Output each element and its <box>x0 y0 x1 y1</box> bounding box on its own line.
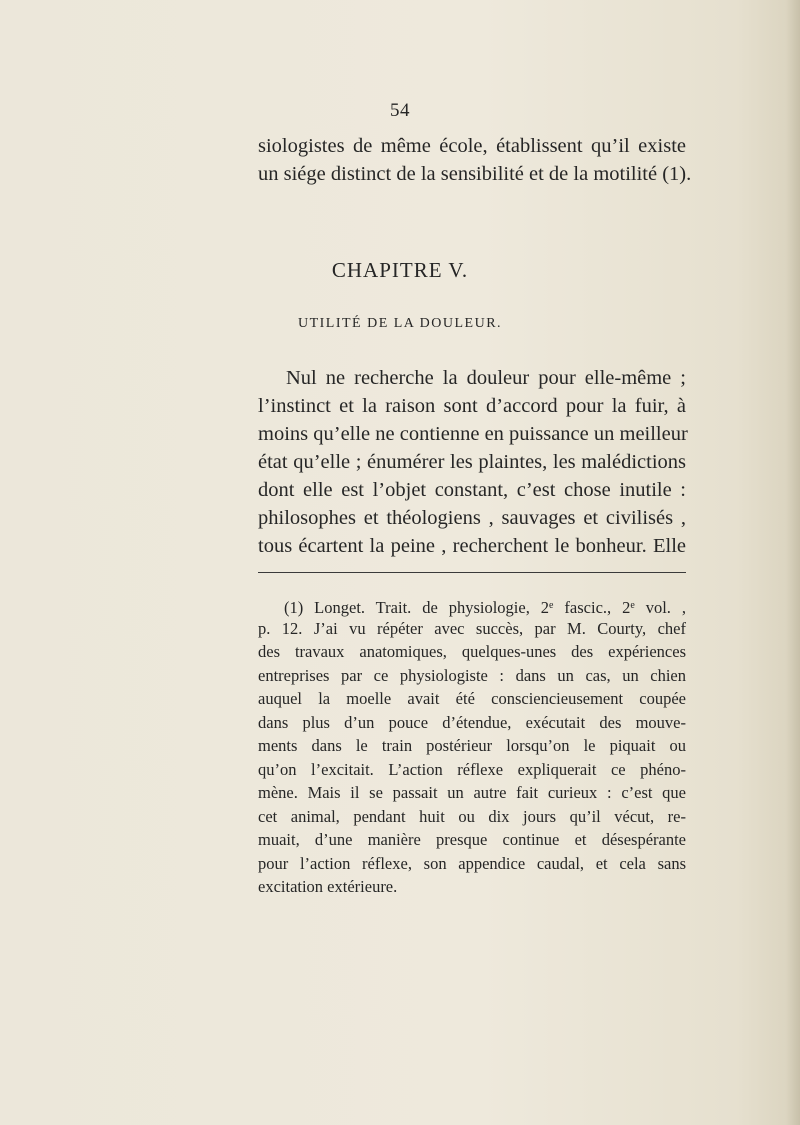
footnote-line-2: p. 12. J’ai vu répéter avec succès, par M. Courty, chef <box>258 619 686 638</box>
footnote-line-4: entreprises par ce physiologiste : dans un cas, un chien <box>258 666 686 685</box>
footnote-line-1-mid: fascic., 2 <box>553 598 631 617</box>
page-edge-shadow <box>786 0 800 1125</box>
footnote-line-13: excitation extérieure. <box>258 877 398 896</box>
intro-line-2: un siége distinct de la sensibilité et de la motilité (1). <box>258 163 692 185</box>
footnote-line-1-start: (1) Longet. Trait. de physiologie, 2 <box>284 598 550 617</box>
body-line-2: l’instinct et la raison sont d’accord pour la fuir, à <box>258 395 686 417</box>
footnote-line-6: dans plus d’un pouce d’étendue, exécutait des mouve- <box>258 713 686 732</box>
footnote-line-12: pour l’action réflexe, son appendice caudal, et cela sans <box>258 854 686 873</box>
footnote-line-8: qu’on l’excitait. L’action réflexe expliquerait ce phéno- <box>258 760 686 779</box>
intro-line-1: siologistes de même école, établissent qu’il existe <box>258 135 686 157</box>
footnote-line-7: ments dans le train postérieur lorsqu’on le piquait ou <box>258 736 686 755</box>
footnote-line-1-end: vol. , <box>634 598 686 617</box>
footnote-line-10: cet animal, pendant huit ou dix jours qu’il vécut, re- <box>258 807 686 826</box>
body-line-5: dont elle est l’objet constant, c’est chose inutile : <box>258 479 686 501</box>
footnote-sup-2: e <box>630 600 635 611</box>
body-line-1: Nul ne recherche la douleur pour elle-même ; <box>286 367 686 389</box>
body-line-3: moins qu’elle ne contienne en puissance un meilleur <box>258 423 688 445</box>
section-title: UTILITÉ DE LA DOULEUR. <box>297 316 503 331</box>
footnote-line-11: muait, d’une manière presque continue et désespérante <box>258 830 686 849</box>
chapter-title: CHAPITRE V. <box>331 258 469 282</box>
footnote-line-5: auquel la moelle avait été consciencieusement coupée <box>258 689 686 708</box>
footnote-line-1 <box>284 594 686 620</box>
footnote-sup-1: e <box>549 600 554 611</box>
page-number: 54 <box>390 100 410 121</box>
footnote-separator <box>258 572 686 573</box>
body-line-6: philosophes et théologiens , sauvages et civilisés , <box>258 507 686 529</box>
body-line-4: état qu’elle ; énumérer les plaintes, les malédictions <box>258 451 686 473</box>
footnote-line-9: mène. Mais il se passait un autre fait curieux : c’est que <box>258 783 686 802</box>
footnote-line-3: des travaux anatomiques, quelques-unes des expériences <box>258 642 686 661</box>
body-line-7: tous écartent la peine , recherchent le bonheur. Elle <box>258 535 686 557</box>
